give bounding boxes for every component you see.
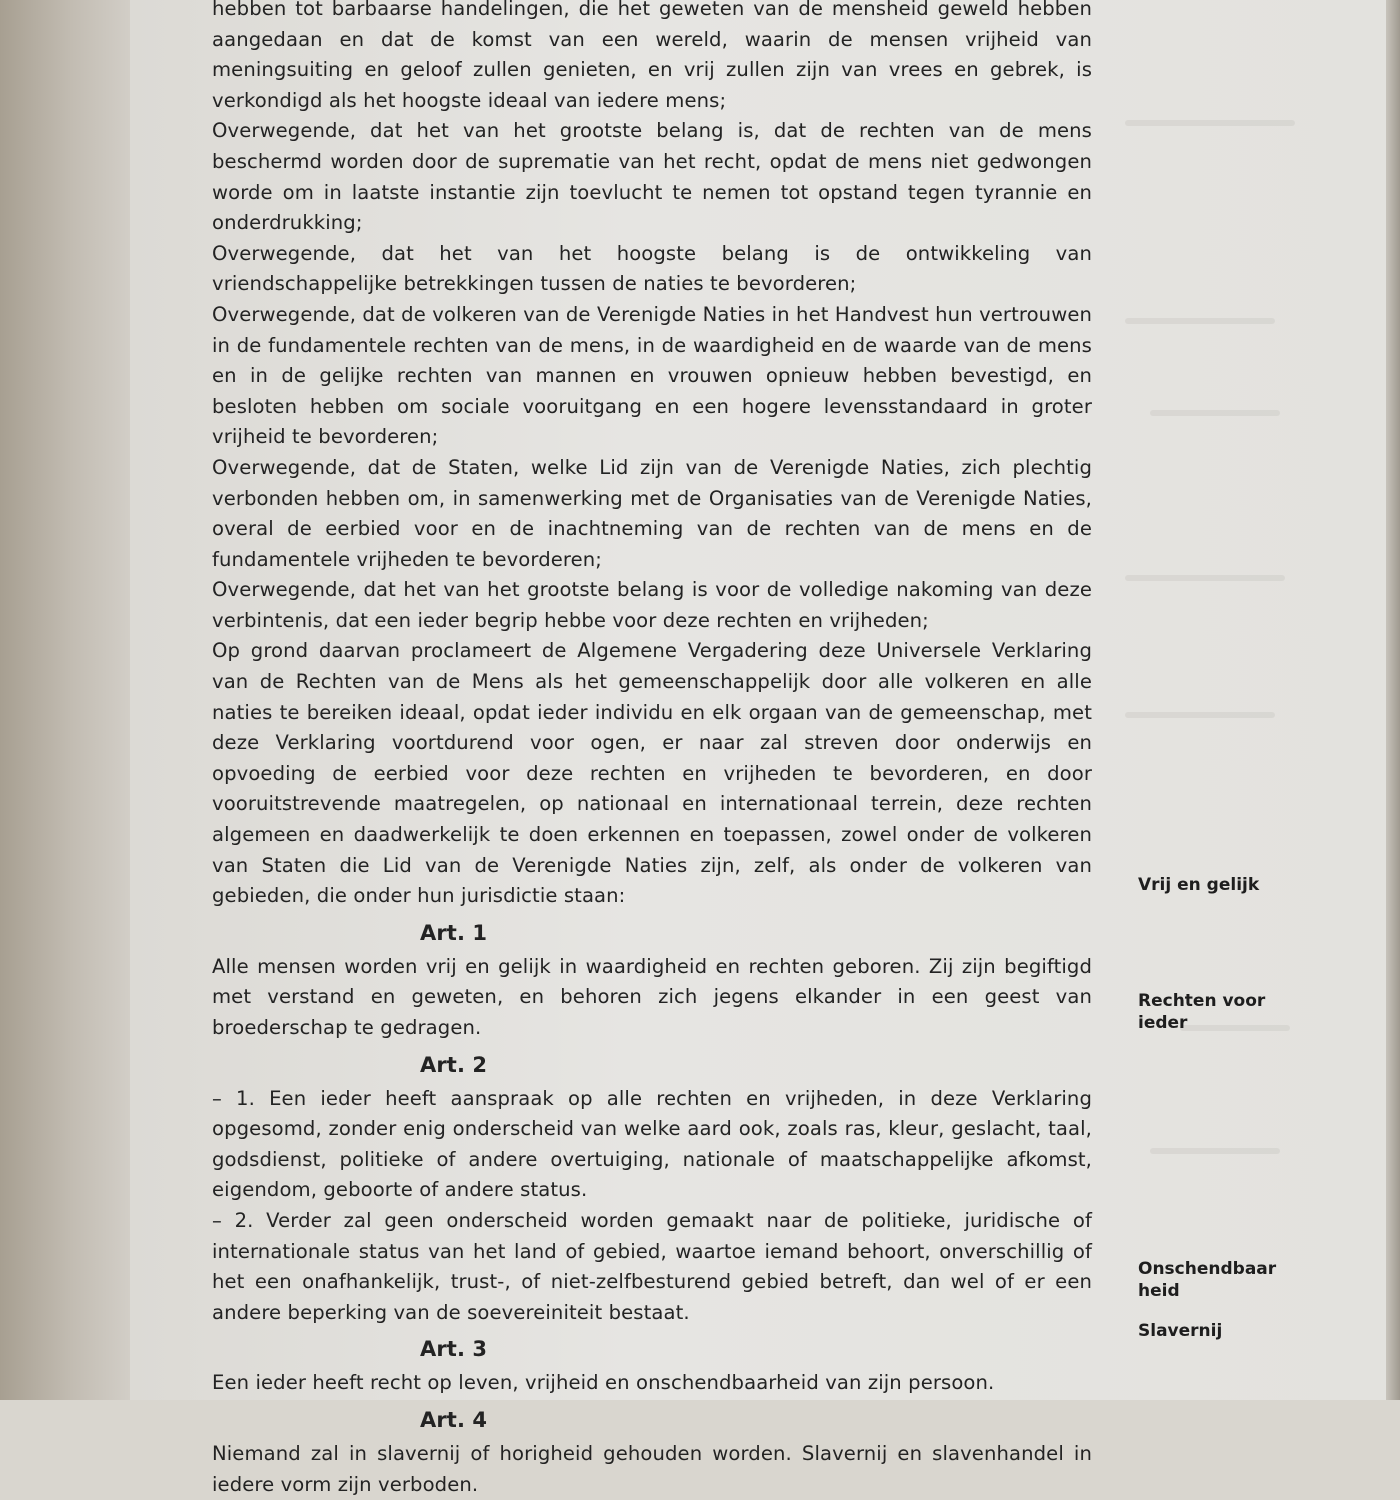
margin-note: Vrij en gelijk — [1138, 875, 1260, 895]
preamble-paragraph: Overwegende, dat het van het hoogste belang is de ontwikkeling van vriendschappelijke betrekkingen tussen de naties te bevorderen; — [212, 241, 1092, 296]
show-through-line — [1150, 410, 1280, 416]
margin-note: Slavernij — [1138, 1321, 1223, 1341]
article-heading: Art. 3 — [420, 1337, 488, 1362]
article-paragraph: – 1. Een ieder heeft aanspraak op alle rechten en vrijheden, in deze Verklaring opgesomd, zonder enig onderscheid van welke aard ook, zoals ras, kleur, geslacht, taal, godsdienst, politieke of andere overtuiging, nationale of maatschappelijke afkomst, eigendom, geboorte of andere status. — [212, 1086, 1092, 1202]
article-heading: Art. 2 — [420, 1052, 488, 1077]
article-heading: Art. 4 — [420, 1407, 488, 1432]
article-paragraph: Niemand zal in slavernij of horigheid gehouden worden. Slavernij en slavenhandel in iedere vorm zijn verboden. — [212, 1441, 1092, 1496]
show-through-line — [1150, 1148, 1280, 1154]
preamble-paragraph: Overwegende, dat de Staten, welke Lid zijn van de Verenigde Naties, zich plechtig verbonden hebben om, in samenwerking met de Organisaties van de Verenigde Naties, overal de eerbied voor en de inachtneming van de rechten van de mens en de fundamentele vrijheden te bevorderen; — [212, 455, 1092, 571]
page-stack-edge — [1386, 0, 1400, 1400]
main-text-column — [212, 0, 1092, 1500]
margin-note: Rechten voor ieder — [1138, 991, 1266, 1033]
preamble-paragraph: Overwegende, dat de volkeren van de Verenigde Naties in het Handvest hun vertrouwen in de fundamentele rechten van de mens, in de waardigheid en de waarde van de mens en in de gelijke rechten van mannen en vrouwen opnieuw hebben bevestigd, en besloten hebben om sociale vooruitgang en een hogere levensstandaard in groter vrijheid te bevorderen; — [212, 302, 1092, 449]
article-heading: Art. 1 — [420, 920, 488, 945]
article-paragraph: Een ieder heeft recht op leven, vrijheid en onschendbaarheid van zijn persoon. — [212, 1371, 995, 1395]
preamble-paragraph: Op grond daarvan proclameert de Algemene Vergadering deze Universele Verklaring van de Rechten van de Mens als het gemeenschappelijk door alle volkeren en alle naties te bereiken ideaal, opdat ieder individu en elk orgaan van de gemeenschap, met deze Verklaring voortdurend voor ogen, er naar zal streven door onderwijs en opvoeding de eerbied voor deze rechten en vrijheden te bevorderen, en door vooruitstrevende maatregelen, op nationaal en internationaal terrein, deze rechten algemeen en daadwerkelijk te doen erkennen en toepassen, zowel onder de volkeren van Staten die Lid van de Verenigde Naties zijn, zelf, als onder de volkeren van gebieden, die onder hun jurisdictie staan: — [212, 639, 1092, 908]
show-through-line — [1125, 575, 1285, 581]
article-paragraph: – 2. Verder zal geen onderscheid worden gemaakt naar de politieke, juridische of internationale status van het land of gebied, waartoe iemand behoort, onverschillig of het een onafhankelijk, trust-, of niet-zelfbesturend gebied betreft, dan wel of er een andere beperking van de soevereiniteit bestaat. — [212, 1208, 1092, 1324]
preamble-paragraph: Overwegende, dat het van het grootste belang is voor de volledige nakoming van deze verbintenis, dat een ieder begrip hebbe voor deze rechten en vrijheden; — [212, 578, 1092, 632]
show-through-line — [1125, 120, 1295, 126]
show-through-line — [1125, 318, 1275, 324]
preamble-paragraph: Overwegende, dat het van het grootste belang is, dat de rechten van de mens beschermd worden door de suprematie van het recht, opdat de mens niet gedwongen worde om in laatste instantie zijn toevlucht te nemen tot opstand tegen tyrannie en onderdrukking; — [212, 119, 1092, 235]
show-through-line — [1125, 712, 1275, 718]
preamble-paragraph: hebben tot barbaarse handelingen, die het geweten van de mensheid geweld hebben aangedaan en dat de komst van een wereld, waarin de mensen vrijheid van meningsuiting en geloof zullen genieten, en vrij zullen zijn van vrees en gebrek, is verkondigd als het hoogste ideaal van iedere mens; — [212, 0, 1092, 112]
margin-note: Onschendbaarheid — [1138, 1259, 1277, 1301]
article-paragraph: Alle mensen worden vrij en gelijk in waardigheid en rechten geboren. Zij zijn begiftigd met verstand en geweten, en behoren zich jegens elkander in een geest van broederschap te gedragen. — [212, 954, 1092, 1039]
previous-page-edge — [0, 0, 130, 1400]
